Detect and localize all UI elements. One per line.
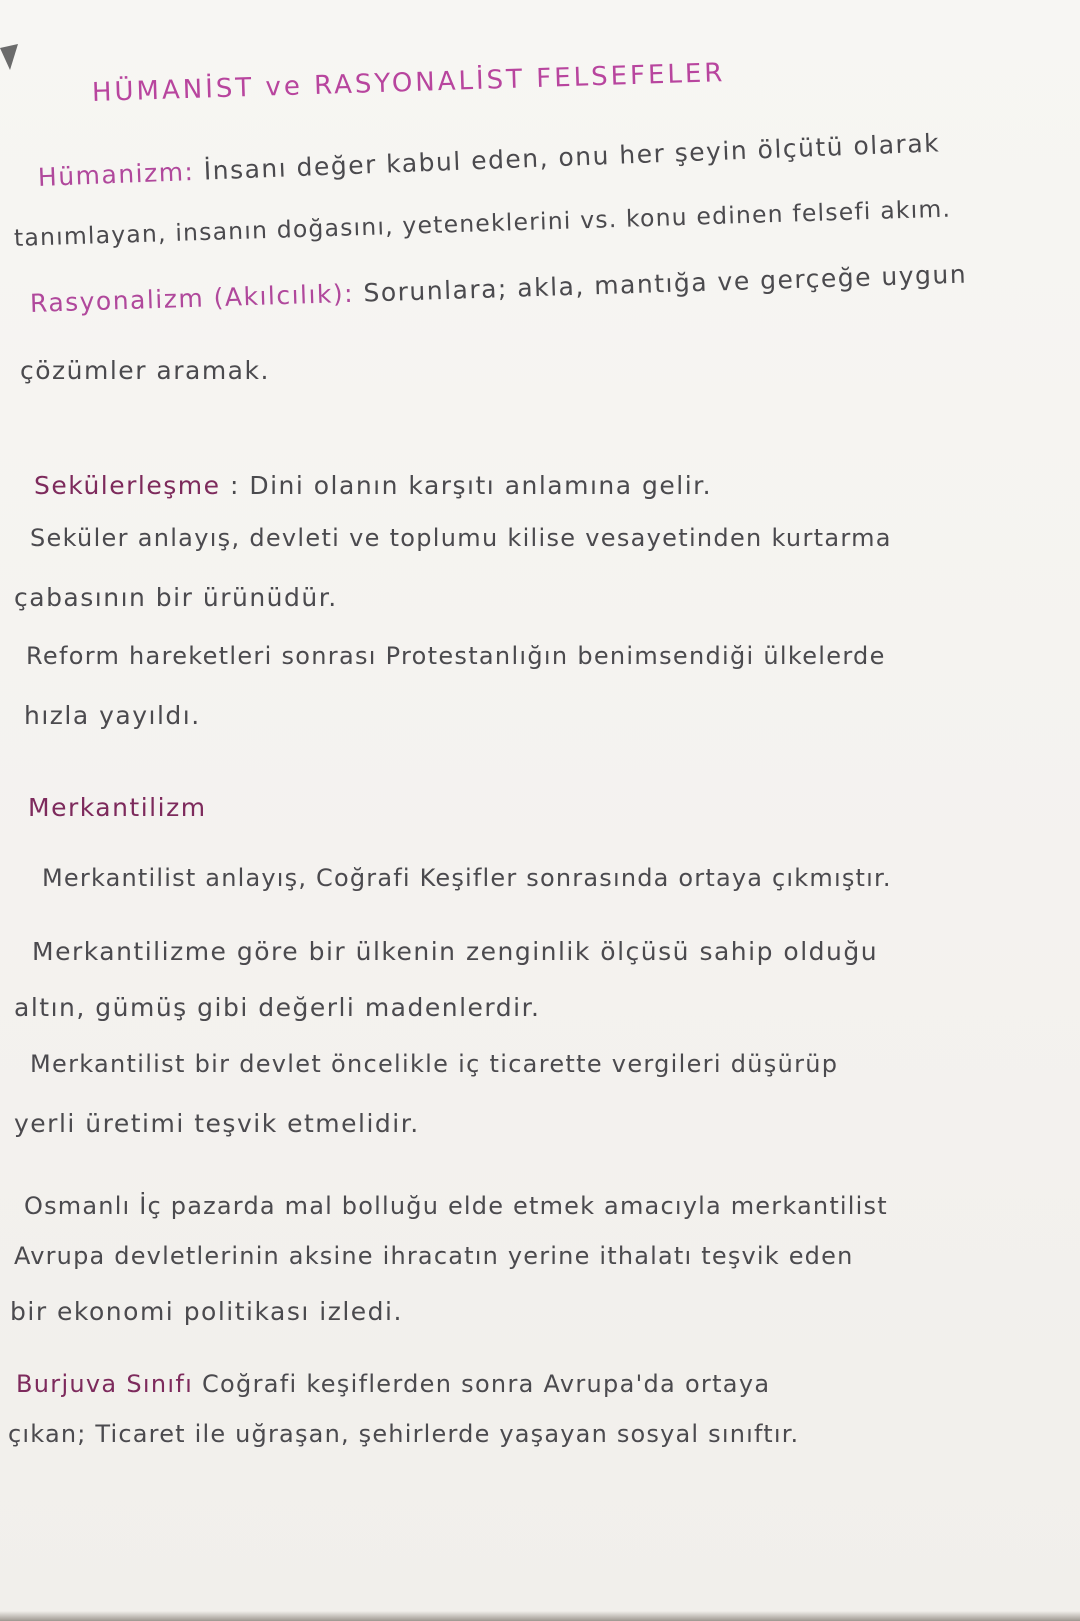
secularization-line-3 [14,582,338,614]
page-bottom-edge [0,1611,1080,1621]
rationalism-line-1 [29,259,967,320]
humanism-line-1 [37,127,940,194]
secularization-term: Sekülerleşme [34,471,221,500]
page-title: HÜMANİST ve RASYONALİST FELSEFELER [91,58,726,108]
secularization-text-1: : Dini olanın karşıtı anlamına gelir. [229,471,713,500]
mercantilism-heading: Merkantilizm [28,793,207,822]
mercantilism-text-4: Merkantilist bir devlet öncelikle iç ticarette vergileri düşürüp [30,1050,839,1078]
humanism-text-1: İnsanı değer kabul eden, onu her şeyin ölçütü olarak [203,128,941,186]
mercantilism-text-1: Merkantilist anlayış, Coğrafi Keşifler sonrasında ortaya çıkmıştır. [42,864,892,892]
mercantilism-heading-line [28,792,207,824]
bourgeoisie-term: Burjuva Sınıfı [16,1370,194,1398]
mercantilism-line-8 [10,1296,403,1328]
secularization-line-5 [24,700,201,732]
bourgeoisie-line-1 [16,1368,770,1400]
humanism-term: Hümanizm: [37,157,195,192]
secularization-text-4: Reform hareketleri sonrası Protestanlığın benimsendiği ülkelerde [26,642,886,670]
mercantilism-text-7: Avrupa devletlerinin aksine ihracatın yerine ithalatı teşvik eden [14,1242,854,1270]
humanism-text-2: tanımlayan, insanın doğasını, yeteneklerini vs. konu edinen felsefi akım. [13,194,952,252]
bourgeoisie-text-2: çıkan; Ticaret ile uğraşan, şehirlerde yaşayan sosyal sınıftır. [8,1420,800,1448]
mercantilism-text-8: bir ekonomi politikası izledi. [10,1297,403,1326]
mercantilism-line-4 [30,1048,838,1080]
mercantilism-line-6 [24,1190,888,1222]
mercantilism-line-7 [14,1240,854,1272]
page-corner-mark [0,44,22,72]
bourgeoisie-line-2 [8,1418,799,1450]
rationalism-line-2 [20,355,270,387]
mercantilism-line-2 [32,936,878,968]
mercantilism-line-3 [14,992,541,1024]
mercantilism-text-6: Osmanlı İç pazarda mal bolluğu elde etmek amacıyla merkantilist [24,1192,888,1220]
secularization-text-3: çabasının bir ürünüdür. [14,583,338,612]
secularization-text-5: hızla yayıldı. [24,701,201,730]
secularization-text-2: Seküler anlayış, devleti ve toplumu kilise vesayetinden kurtarma [30,524,892,552]
rationalism-term: Rasyonalizm (Akılcılık): [29,278,355,318]
rationalism-text-1: Sorunlara; akla, mantığa ve gerçeğe uygun [363,259,968,308]
bourgeoisie-text-1: Coğrafi keşiflerden sonra Avrupa'da ortaya [202,1370,771,1398]
mercantilism-text-2: Merkantilizme göre bir ülkenin zenginlik ölçüsü sahip olduğu [32,937,879,966]
mercantilism-line-5 [14,1108,420,1140]
mercantilism-line-1 [42,862,892,894]
mercantilism-text-5: yerli üretimi teşvik etmelidir. [14,1109,420,1138]
mercantilism-text-3: altın, gümüş gibi değerli madenlerdir. [14,993,541,1022]
secularization-line-2 [30,522,892,554]
secularization-line-1 [34,470,712,502]
rationalism-text-2: çözümler aramak. [20,356,270,385]
humanism-line-2 [13,193,951,254]
secularization-line-4 [26,640,886,672]
